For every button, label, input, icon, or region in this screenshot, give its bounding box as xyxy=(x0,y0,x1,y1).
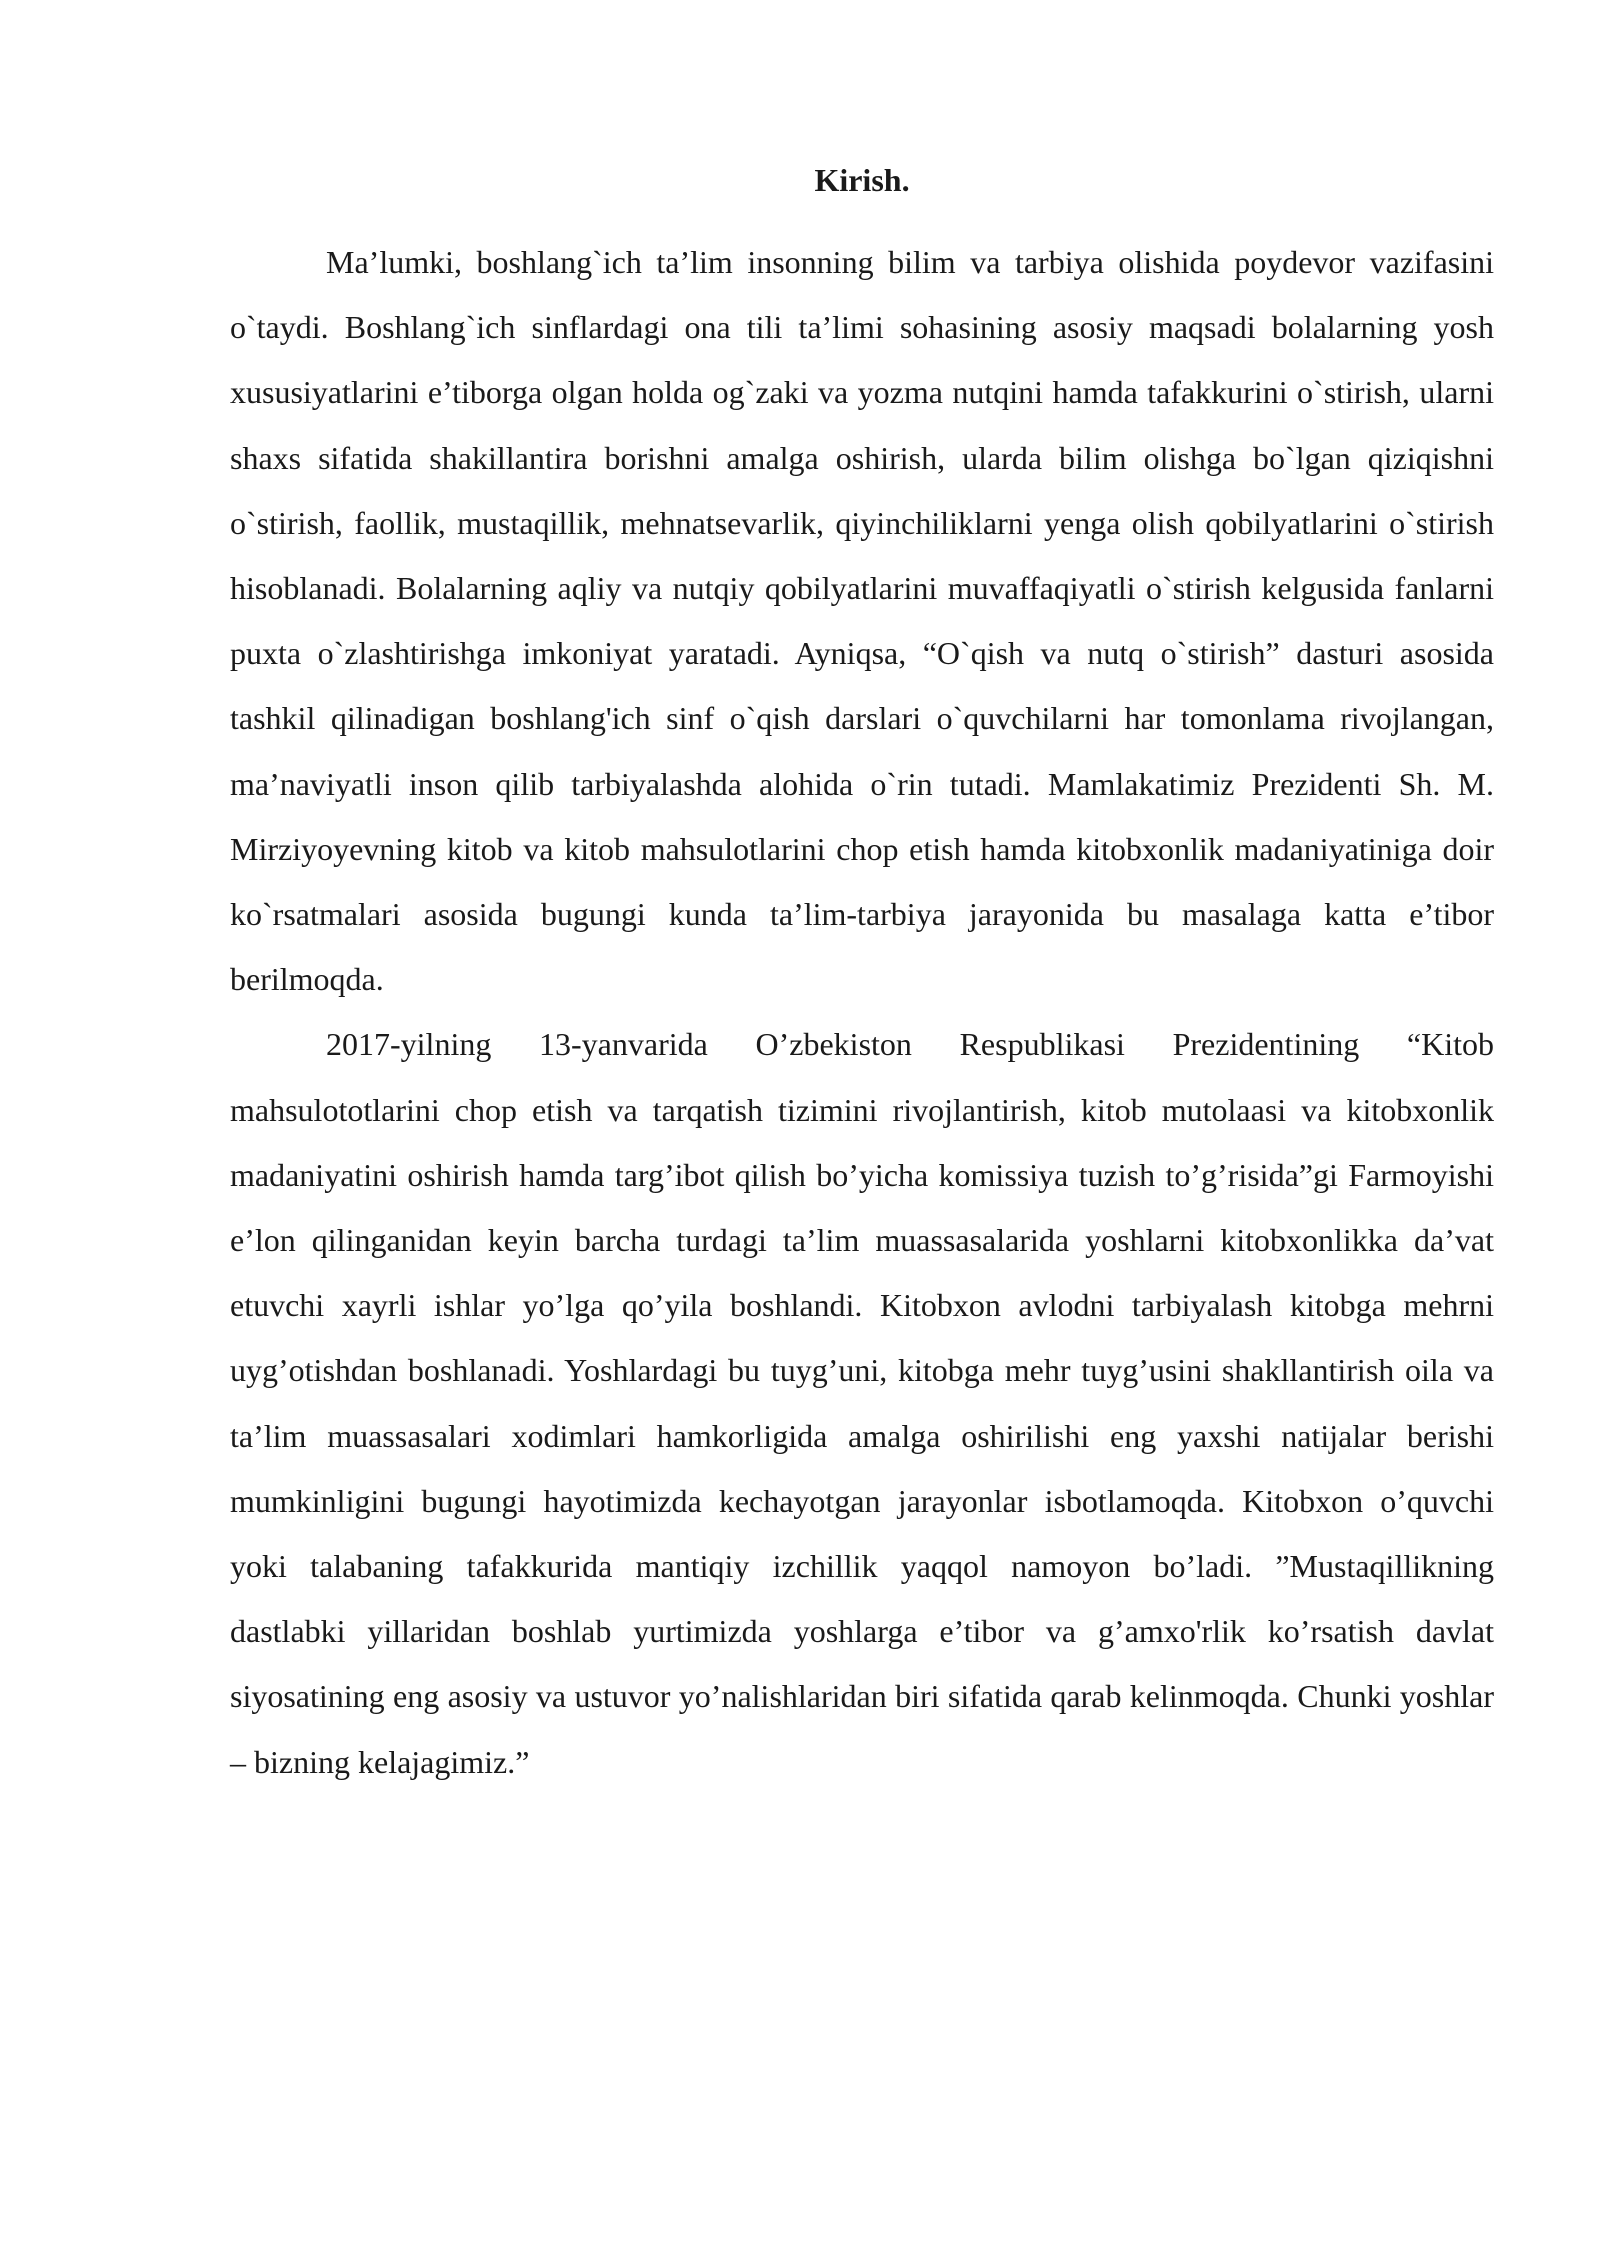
paragraph-decree: 2017-yilning 13-yanvarida O’zbekiston Respublikasi Prezidentining “Kitob mahsulototlarini chop etish va tarqatish tizimini rivojlantirish, kitob mutolaasi va kitobxonlik madaniyatini oshirish hamda targ’ibot qilish bo’yicha komissiya tuzish to’g’risida”gi Farmoyishi e’lon qilinganidan keyin barcha turdagi ta’lim muassasalarida yoshlarni kitobxonlikka da’vat etuvchi xayrli ishlar yo’lga qo’yila boshlandi. Kitobxon avlodni tarbiyalash kitobga mehrni uyg’otishdan boshlanadi. Yoshlardagi bu tuyg’uni, kitobga mehr tuyg’usini shakllantirish oila va ta’lim muassasalari xodimlari hamkorligida amalga oshirilishi eng yaxshi natijalar berishi mumkinligini bugungi hayotimizda kechayotgan jarayonlar isbotlamoqda. Kitobxon o’quvchi yoki talabaning tafakkurida mantiqiy izchillik yaqqol namoyon bo’ladi. ”Mustaqillikning dastlabki yillaridan boshlab yurtimizda yoshlarga e’tibor va g’amxo'rlik ko’rsatish davlat siyosatining eng asosiy va ustuvor yo’nalishlaridan biri sifatida qarab kelinmoqda. Chunki yoshlar – bizning kelajagimiz.” xyxy=(230,1026,1494,1780)
document-body xyxy=(230,160,1494,1795)
paragraph-introduction: Ma’lumki, boshlang`ich ta’lim insonning bilim va tarbiya olishida poydevor vazifasini o`taydi. Boshlang`ich sinflardagi ona tili ta’limi sohasining asosiy maqsadi bolalarning yosh xususiyatlarini e’tiborga olgan holda og`zaki va yozma nutqini hamda tafakkurini o`stirish, ularni shaxs sifatida shakillantira borishni amalga oshirish, ularda bilim olishga bo`lgan qiziqishni o`stirish, faollik, mustaqillik, mehnatsevarlik, qiyinchiliklarni yenga olish qobilyatlarini o`stirish hisoblanadi. Bolalarning aqliy va nutqiy qobilyatlarini muvaffaqiyatli o`stirish kelgusida fanlarni puxta o`zlashtirishga imkoniyat yaratadi. Ayniqsa, “O`qish va nutq o`stirish” dasturi asosida tashkil qilinadigan boshlang'ich sinf o`qish darslari o`quvchilarni har tomonlama rivojlangan, ma’naviyatli inson qilib tarbiyalashda alohida o`rin tutadi. Mamlakatimiz Prezidenti Sh. M. Mirziyoyevning kitob va kitob mahsulotlarini chop etish hamda kitobxonlik madaniyatiniga doir ko`rsatmalari asosida bugungi kunda ta’lim-tarbiya jarayonida bu masalaga katta e’tibor berilmoqda. xyxy=(230,244,1494,998)
page-title: Kirish. xyxy=(814,162,910,198)
